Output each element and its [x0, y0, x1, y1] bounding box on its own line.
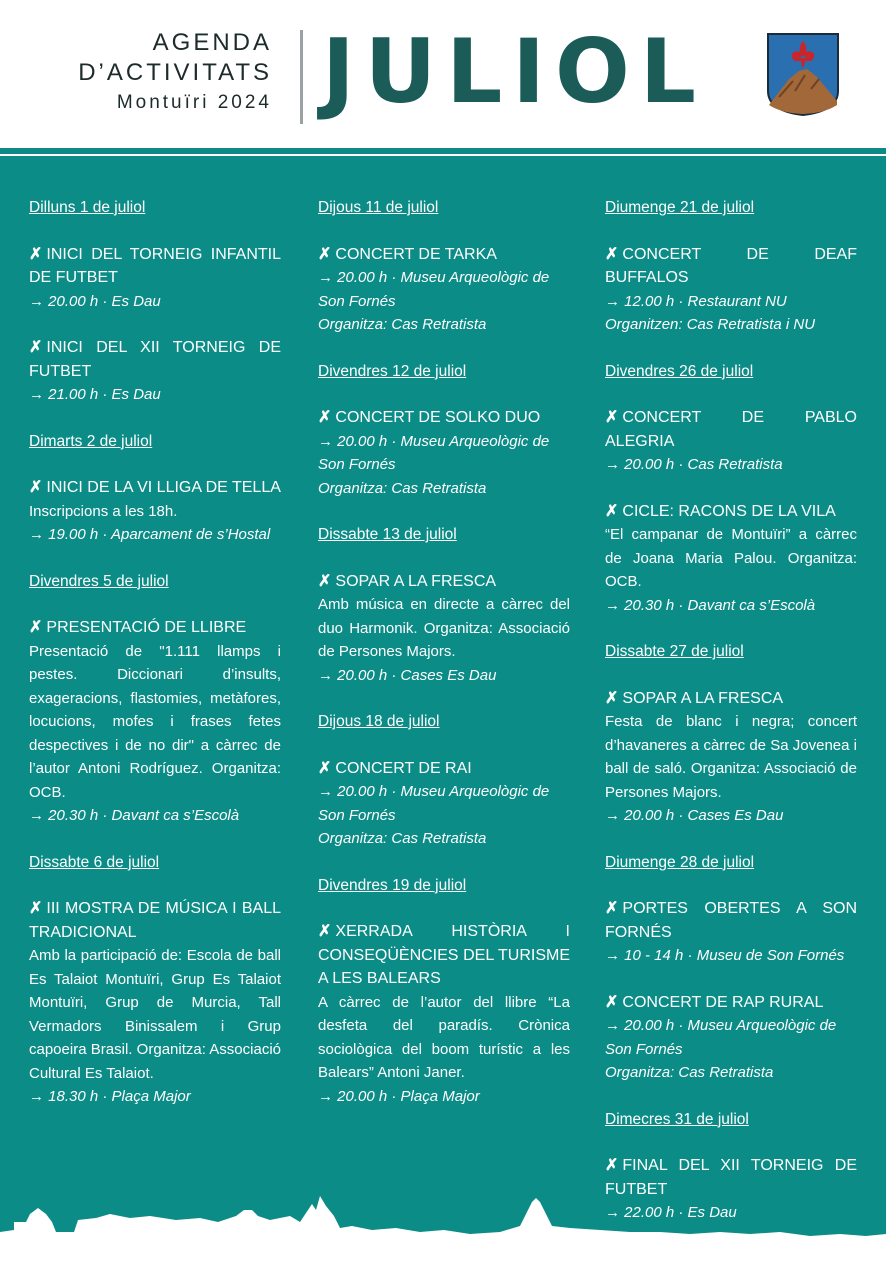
event-title — [605, 243, 857, 290]
cross-bullet-icon: ✗ — [29, 339, 43, 356]
day-heading: Diumenge 28 de juliol — [605, 853, 755, 871]
cross-bullet-icon: ✗ — [318, 759, 332, 777]
agenda-event — [605, 897, 857, 968]
event-time-place: → 20.00 h · Museu Arqueològic de Son Fornés — [318, 783, 550, 824]
event-title-text: INICI DE LA VI LLIGA DE TELLA — [46, 479, 281, 496]
agenda-title-line1: AGENDA — [152, 29, 272, 56]
event-title-text: SOPAR A LA FRESCA — [622, 689, 784, 707]
event-organizer: Organitza: Cas Retratista — [318, 479, 487, 497]
event-title-text: FINAL DEL XII TORNEIG DE FUTBET — [605, 1157, 857, 1198]
day-heading: Divendres 5 de juliol — [29, 572, 169, 590]
event-title — [605, 406, 857, 453]
cross-bullet-icon: ✗ — [29, 479, 43, 496]
event-time-place: → 21.00 h · Es Dau — [29, 386, 161, 403]
agenda-event — [318, 406, 570, 500]
day-heading: Divendres 26 de juliol — [605, 362, 754, 380]
cross-bullet-icon: ✗ — [318, 245, 332, 263]
event-title — [318, 406, 570, 430]
agenda-event — [29, 243, 281, 314]
agenda-column-3 — [605, 196, 857, 1248]
event-title-text: CONCERT DE TARKA — [335, 245, 497, 263]
event-title-text: XERRADA HISTÒRIA I CONSEQÜÈNCIES DEL TURISME A LES BALEARS — [318, 923, 570, 987]
agenda-event — [605, 243, 857, 337]
event-title-text: CICLE: RACONS DE LA VILA — [622, 502, 836, 520]
day-heading: Dijous 11 de juliol — [318, 199, 439, 216]
event-title — [29, 336, 281, 383]
event-title — [605, 500, 857, 524]
agenda-event — [318, 920, 570, 1108]
agenda-heading — [60, 28, 272, 118]
cross-bullet-icon: ✗ — [318, 923, 332, 940]
event-title — [318, 243, 570, 267]
agenda-event — [29, 897, 281, 1109]
event-time-place: → 20.30 h · Davant ca s’Escolà — [605, 596, 816, 614]
event-title — [29, 476, 281, 500]
header-divider — [300, 30, 303, 124]
event-time-place: → 20.00 h · Museu Arqueològic de Son Fornés — [318, 432, 550, 473]
event-description: A càrrec de l’autor del llibre “La desfeta del paradís. Crònica sociològica del boom turístic a les Balears” Antoni Janer. — [318, 993, 570, 1081]
event-time-place: → 20.00 h · Cases Es Dau — [318, 666, 497, 684]
event-time-place: → 20.00 h · Museu Arqueològic de Son Fornés — [318, 269, 550, 310]
header — [0, 0, 886, 148]
cross-bullet-icon: ✗ — [605, 689, 619, 707]
event-time-place: → 20.00 h · Cas Retratista — [605, 456, 783, 473]
event-organizer: Organitzen: Cas Retratista i NU — [605, 316, 816, 333]
event-title-text: CONCERT DE RAP RURAL — [622, 993, 824, 1011]
event-title — [605, 991, 857, 1015]
event-title — [29, 243, 281, 290]
agenda-column-2 — [318, 196, 570, 1131]
event-title-text: INICI DEL TORNEIG INFANTIL DE FUTBET — [29, 245, 281, 286]
event-title-text: CONCERT DE DEAF BUFFALOS — [605, 245, 857, 286]
cross-bullet-icon: ✗ — [318, 572, 332, 590]
event-description: Amb música en directe a càrrec del duo Harmonik. Organitza: Associació de Persones Majors. — [318, 596, 570, 660]
agenda-event — [318, 243, 570, 337]
day-heading: Dimarts 2 de juliol — [29, 432, 153, 450]
event-title — [318, 920, 570, 991]
event-title — [605, 687, 857, 711]
day-heading: Dilluns 1 de juliol — [29, 199, 146, 216]
event-time-place: → 20.30 h · Davant ca s’Escolà — [29, 807, 240, 824]
day-heading: Dissabte 13 de juliol — [318, 526, 457, 543]
event-title — [29, 897, 281, 944]
cross-bullet-icon: ✗ — [605, 1157, 619, 1174]
day-heading: Dissabte 27 de juliol — [605, 643, 744, 660]
event-organizer: Organitza: Cas Retratista — [318, 830, 487, 847]
agenda-event — [318, 757, 570, 851]
event-title-text: SOPAR A LA FRESCA — [335, 572, 497, 590]
cross-bullet-icon: ✗ — [318, 409, 332, 426]
agenda-event — [605, 406, 857, 477]
event-time-place: → 18.30 h · Plaça Major — [29, 1088, 191, 1105]
event-time-place: → 10 - 14 h · Museu de Son Fornés — [605, 947, 845, 964]
cross-bullet-icon: ✗ — [605, 900, 619, 917]
event-time-place: → 20.00 h · Plaça Major — [318, 1087, 480, 1105]
agenda-location-year: Montuïri 2024 — [116, 92, 272, 113]
event-title-text: CONCERT DE PABLO ALEGRIA — [605, 409, 857, 450]
event-description: Inscripcions a les 18h. — [29, 502, 178, 520]
agenda-column-1 — [29, 196, 281, 1132]
event-description: Amb la participació de: Escola de ball Es Talaiot Montuïri, Grup Es Talaiot Montuïri, Grup de Murcia, Tall Vermadors Binissalem i Grup capoeira Brasil. Organitza: Associació Cultural Es Talaiot. — [29, 947, 281, 1082]
agenda-body — [0, 156, 886, 1280]
event-time-place: → 20.00 h · Es Dau — [29, 292, 161, 310]
day-heading: Dijous 18 de juliol — [318, 713, 440, 730]
agenda-event — [605, 991, 857, 1085]
cross-bullet-icon: ✗ — [29, 900, 43, 917]
day-heading: Dissabte 6 de juliol — [29, 853, 160, 871]
day-heading: Dimecres 31 de juliol — [605, 1110, 749, 1128]
agenda-event — [318, 570, 570, 688]
agenda-event — [29, 476, 281, 547]
cross-bullet-icon: ✗ — [605, 993, 619, 1011]
cross-bullet-icon: ✗ — [29, 619, 43, 636]
event-title-text: III MOSTRA DE MÚSICA I BALL TRADICIONAL — [29, 900, 281, 941]
event-title — [318, 757, 570, 781]
event-title — [29, 616, 281, 640]
event-title — [318, 570, 570, 594]
agenda-event — [29, 336, 281, 407]
event-time-place: → 20.00 h · Museu Arqueològic de Son Fornés — [605, 1017, 837, 1058]
event-title — [605, 897, 857, 944]
event-title-text: CONCERT DE RAI — [335, 759, 472, 777]
event-description: “El campanar de Montuïri” a càrrec de Joana Maria Palou. Organitza: OCB. — [605, 526, 857, 590]
event-time-place: → 19.00 h · Aparcament de s’Hostal — [29, 526, 271, 543]
town-crest-icon — [765, 31, 841, 117]
event-time-place: → 20.00 h · Cases Es Dau — [605, 807, 784, 824]
event-organizer: Organitza: Cas Retratista — [318, 316, 487, 333]
cross-bullet-icon: ✗ — [29, 245, 43, 263]
cross-bullet-icon: ✗ — [605, 409, 619, 426]
event-description: Presentació de "1.111 llamps i pestes. Diccionari d’insults, exageracions, flastomies, metàfores, locucions, mofes i frases fetes despectives i de no dir" a càrrec de l’autor Antoni Rodríguez. Organitza: OCB. — [29, 642, 281, 801]
cross-bullet-icon: ✗ — [605, 245, 619, 263]
month-title: JULIOL — [322, 20, 706, 123]
event-title-text: CONCERT DE SOLKO DUO — [335, 409, 541, 426]
event-organizer: Organitza: Cas Retratista — [605, 1064, 774, 1081]
event-description: Festa de blanc i negra; concert d’havaneres a càrrec de Sa Jovenea i ball de saló. Organitza: Associació de Persones Majors. — [605, 713, 857, 801]
agenda-event — [29, 616, 281, 828]
event-title-text: PRESENTACIÓ DE LLIBRE — [46, 619, 247, 636]
day-heading: Diumenge 21 de juliol — [605, 199, 755, 216]
cross-bullet-icon: ✗ — [605, 502, 619, 520]
town-skyline-silhouette — [0, 1170, 886, 1280]
day-heading: Divendres 12 de juliol — [318, 362, 467, 380]
event-time-place: → 22.00 h · Es Dau — [605, 1204, 737, 1221]
agenda-event — [605, 687, 857, 828]
agenda-title-line2: D’ACTIVITATS — [78, 59, 272, 86]
event-time-place: → 12.00 h · Restaurant NU — [605, 292, 787, 310]
day-heading: Divendres 19 de juliol — [318, 876, 467, 894]
event-title-text: PORTES OBERTES A SON FORNÉS — [605, 900, 857, 941]
event-title-text: INICI DEL XII TORNEIG DE FUTBET — [29, 339, 281, 380]
agenda-event — [605, 500, 857, 618]
